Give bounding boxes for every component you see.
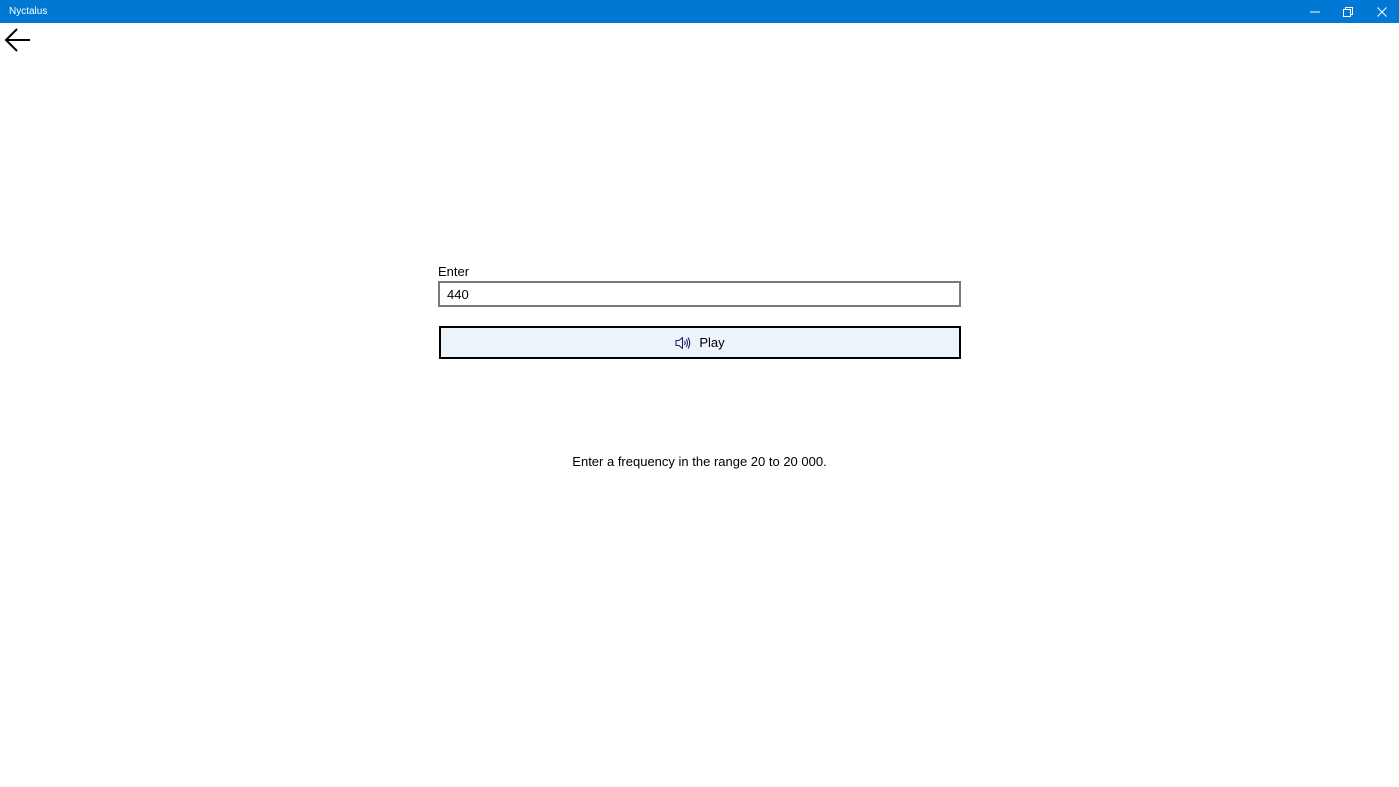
restore-icon [1343,7,1353,17]
close-icon [1377,7,1387,17]
restore-button[interactable] [1331,0,1365,23]
app-title: Nyctalus [9,6,48,17]
frequency-input[interactable] [438,281,961,307]
play-button-label: Play [699,334,725,350]
close-button[interactable] [1365,0,1399,23]
minimize-icon [1310,7,1320,17]
range-hint-message: Enter a frequency in the range 20 to 20 000. [572,454,827,469]
back-button[interactable] [0,23,34,57]
title-bar [0,0,1399,23]
speaker-icon [675,336,691,350]
frequency-label: Enter [438,264,470,279]
arrow-left-icon [3,28,31,52]
play-button[interactable] [439,326,961,359]
minimize-button[interactable] [1298,0,1332,23]
